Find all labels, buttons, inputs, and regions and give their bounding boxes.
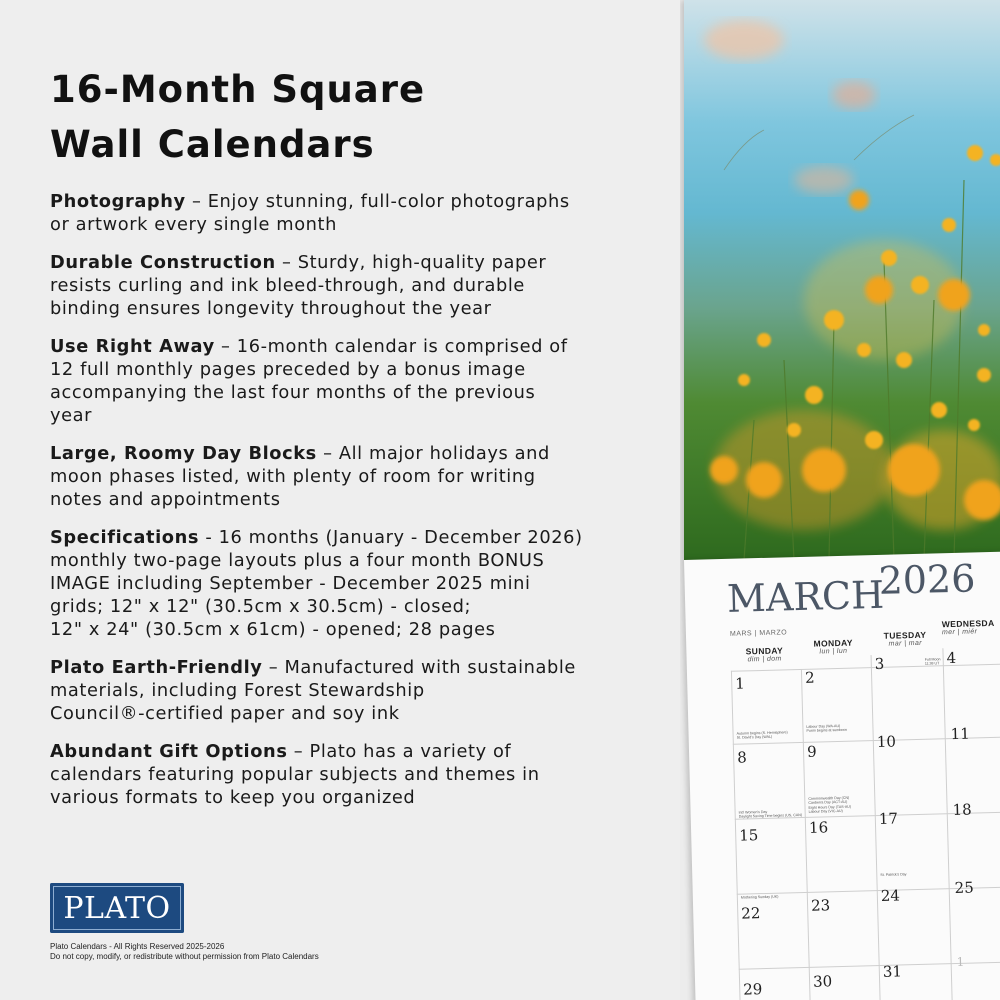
feature-line: calendars featuring popular subjects and themes in [50,764,540,785]
weekday-header: MONDAY lun | lun [813,637,854,656]
day-number: 18 [952,800,972,820]
feature-line: resists curling and ink bleed-through, and durable [50,275,525,296]
moon-phase-note: Full Moon 11:38 UT [924,657,941,667]
feature-line [50,251,670,274]
day-number: 15 [738,826,759,845]
day-number: 23 [810,896,831,915]
holiday-note: Mothering Sunday (UK) [740,894,779,900]
feature-text: – Sturdy, high-quality paper [275,252,547,273]
feature-item [50,335,670,427]
feature-text: – 16-month calendar is comprised of [214,336,568,357]
holiday-note: Labour Day (WA-AU) Purim begins at sundown [806,723,847,734]
page-title: 16-Month Square Wall Calendars [50,68,426,166]
feature-line: grids; 12" x 12" (30.5cm x 30.5cm) - closed; [50,596,472,617]
feature-line: monthly two-page layouts plus a four month BONUS [50,550,545,571]
feature-line: binding ensures longevity throughout the year [50,298,492,319]
holiday-note: Int'l Women's Day Daylight Saving Time begins (US, CAN) [738,809,803,820]
grid-line [731,663,1000,672]
feature-line [50,190,670,213]
feature-line: various formats to keep you organized [50,787,416,808]
holiday-note: Commonwealth Day (CN) Canberra Day (ACT-AU) Eight Hours Day (TAS-AU) Labour Day (VIC-AU) [808,795,852,815]
day-number: 16 [808,818,829,837]
feature-line: accompanying the last four months of the previous [50,382,536,403]
plato-logo: PLATO [50,883,184,933]
feature-heading: Durable Construction [50,252,276,273]
feature-heading: Specifications [50,527,200,548]
month-name: MARCH [726,572,885,621]
feature-text: – Enjoy stunning, full-color photographs [185,191,570,212]
feature-item [50,442,670,511]
day-number: 10 [876,732,897,752]
feature-item [50,251,670,320]
feature-line: notes and appointments [50,489,281,510]
day-number: 22 [741,904,761,923]
feature-line: or artwork every single month [50,214,337,235]
day-number: 17 [878,809,899,828]
feature-line [50,335,670,358]
day-number: 25 [954,878,975,898]
month-alt-names: MARS | MARZO [729,629,788,638]
feature-heading: Plato Earth-Friendly [50,657,263,678]
feature-item [50,190,670,236]
grid-line [942,648,953,1000]
day-number: 4 [946,648,957,668]
feature-line [50,656,670,679]
feature-heading: Large, Roomy Day Blocks [50,443,317,464]
feature-line: moon phases listed, with plenty of room for writing [50,466,536,487]
feature-heading: Abundant Gift Options [50,741,288,762]
feature-item [50,656,670,725]
feature-item [50,740,670,809]
feature-heading: Use Right Away [50,336,215,357]
day-number: 9 [806,742,817,761]
day-number: 2 [804,668,815,687]
day-number: 1 [956,954,965,969]
feature-line: 12" x 24" (30.5cm x 61cm) - opened; 28 pages [50,619,496,640]
flower-field-photo [684,0,1000,560]
day-number: 29 [743,980,763,999]
feature-text: – Plato has a variety of [287,741,512,762]
copyright-notice: Plato Calendars - All Rights Reserved 2025-2026 Do not copy, modify, or redistribute without permission from Plato Calendars [50,942,319,961]
day-number: 1 [735,674,746,693]
feature-text: – All major holidays and [316,443,550,464]
feature-line: materials, including Forest Stewardship [50,680,425,701]
holiday-note: St. Patrick's Day [880,872,907,877]
feature-line: 12 full monthly pages preceded by a bonus image [50,359,526,380]
day-number: 3 [874,654,885,674]
day-number: 24 [880,886,901,905]
photo-illustration [684,0,1000,560]
feature-text: - 16 months (January - December 2026) [199,527,583,548]
feature-text: – Manufactured with sustainable [262,657,576,678]
feature-line [50,740,670,763]
day-number: 11 [950,724,970,744]
weekday-header: WEDNESDA mer | miér [941,617,995,637]
day-number: 30 [812,972,833,991]
feature-line [50,442,670,465]
calendar-page [684,551,1000,1000]
day-number: 31 [882,962,903,981]
weekday-header: TUESDAY mar | mar [883,629,927,648]
feature-line: Council®-certified paper and soy ink [50,703,400,724]
calendar-preview [680,0,1000,1000]
month-year: 2026 [878,556,976,603]
feature-line: year [50,405,93,426]
feature-item [50,526,670,641]
feature-line: IMAGE including September - December 2025 mini [50,573,531,594]
feature-line [50,526,670,549]
weekday-header: SUNDAY dim | dom [745,645,784,664]
holiday-note: Autumn begins (S. Hemisphere) St. David's Day (WAL) [736,730,788,741]
day-number: 8 [736,748,747,767]
feature-list [50,190,670,824]
feature-heading: Photography [50,191,186,212]
